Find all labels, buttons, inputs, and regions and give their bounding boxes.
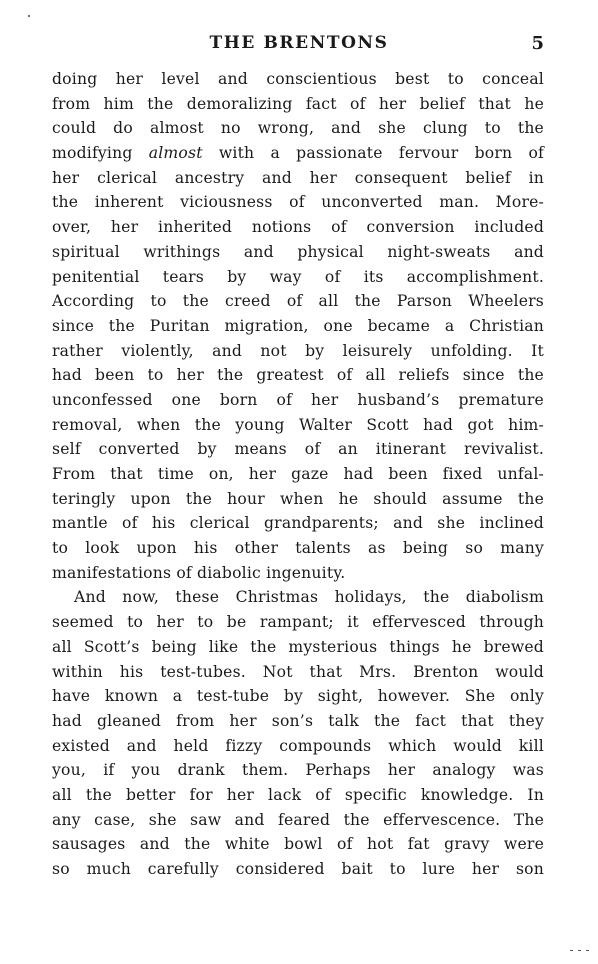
text-line: penitential tears by way of its accomplishment. — [52, 267, 544, 286]
text-line: spiritual writhings and physical night-sweats and — [52, 242, 544, 261]
text-line: had been to her the greatest of all reliefs since the — [52, 366, 544, 385]
text-line: any case, she saw and feared the effervescence. The — [52, 810, 544, 829]
text-line: have known a test-tube by sight, however. She only — [52, 687, 544, 706]
text-line: all Scott’s being like the mysterious things he brewed — [52, 637, 544, 656]
text-line: could do almost no wrong, and she clung to the — [52, 119, 544, 138]
text-line: had gleaned from her son’s talk the fact that they — [52, 711, 544, 730]
text-line: since the Puritan migration, one became a Christian — [52, 316, 544, 335]
body-text — [52, 67, 544, 882]
text-line: removal, when the young Walter Scott had got him- — [52, 415, 544, 434]
italic-word: almost — [148, 144, 203, 163]
running-head: THE BRENTONS — [209, 33, 389, 53]
text-line: her clerical ancestry and her consequent belief in — [52, 168, 544, 187]
print-speck — [586, 950, 589, 951]
text-line: you, if you drank them. Perhaps her analogy was — [52, 761, 544, 780]
text-line: teringly upon the hour when he should assume the — [52, 489, 544, 508]
text-line: over, her inherited notions of conversion included — [52, 218, 544, 237]
text-line: From that time on, her gaze had been fixed unfal- — [52, 465, 544, 483]
print-speck — [578, 950, 581, 951]
text-segment: modifying — [52, 144, 149, 163]
text-line: unconfessed one born of her husband’s premature — [52, 390, 544, 409]
text-line: rather violently, and not by leisurely unfolding. It — [52, 341, 544, 360]
print-speck — [570, 950, 573, 951]
page-header — [52, 33, 546, 57]
text-line: self converted by means of an itinerant revivalist. — [52, 440, 544, 459]
text-line: sausages and the white bowl of hot fat gravy were — [52, 835, 544, 854]
text-line: existed and held fizzy compounds which would kill — [52, 736, 544, 755]
text-line: so much carefully considered bait to lure her son — [52, 860, 544, 878]
text-line: According to the creed of all the Parson Wheelers — [52, 292, 544, 311]
paragraph-start-line: And now, these Christmas holidays, the diabolism — [74, 588, 544, 607]
text-line: mantle of his clerical grandparents; and she inclined — [52, 514, 544, 533]
text-line: to look upon his other talents as being so many — [52, 539, 544, 558]
paragraph-end-line: manifestations of diabolic ingenuity. — [52, 563, 346, 582]
text-line: doing her level and conscientious best to conceal — [52, 70, 544, 88]
page-number: 5 — [531, 33, 544, 54]
text-line: within his test-tubes. Not that Mrs. Brenton would — [52, 662, 544, 681]
text-line: seemed to her to be rampant; it effervesced through — [52, 613, 544, 632]
text-line: all the better for her lack of specific knowledge. In — [52, 785, 544, 804]
text-line: from him the demoralizing fact of her belief that he — [52, 94, 544, 113]
text-line: the inherent viciousness of unconverted man. More- — [52, 193, 544, 212]
text-segment: with a passionate fervour born of — [202, 144, 544, 163]
text-line — [52, 141, 544, 166]
print-speck — [28, 15, 30, 17]
